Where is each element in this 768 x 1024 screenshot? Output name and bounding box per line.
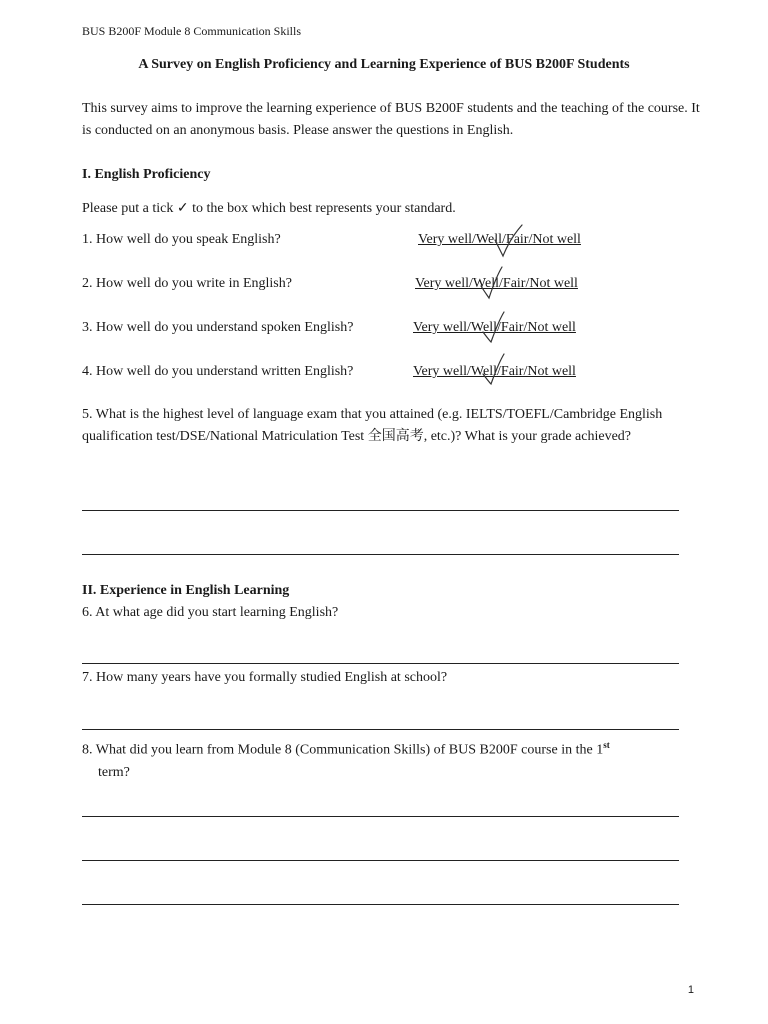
answer-line-q8-1[interactable] xyxy=(82,816,679,817)
question-8-superscript: st xyxy=(603,740,610,750)
handwritten-check-q2 xyxy=(478,262,508,302)
answer-line-q6[interactable] xyxy=(82,663,679,664)
section-heading-experience: II. Experience in English Learning xyxy=(82,583,290,598)
question-8-continuation: term? xyxy=(98,764,130,780)
question-2-options[interactable]: Very well/Well/Fair/Not well xyxy=(415,276,578,291)
intro-paragraph: This survey aims to improve the learning experience of BUS B200F students and the teaching of the course. It is conducted on an anonymous basis. Please answer the questions in English. xyxy=(82,101,700,138)
question-8 xyxy=(82,734,692,784)
answer-line-q8-3[interactable] xyxy=(82,904,679,905)
question-7: 7. How many years have you formally studied English at school? xyxy=(82,670,448,685)
answer-line-q5-1[interactable] xyxy=(82,510,679,511)
question-4-options[interactable]: Very well/Well/Fair/Not well xyxy=(413,364,576,379)
question-1-options[interactable]: Very well/Well/Fair/Not well xyxy=(418,232,581,247)
question-3: 3. How well do you understand spoken English? xyxy=(82,320,354,335)
survey-title: A Survey on English Proficiency and Learning Experience of BUS B200F Students xyxy=(138,57,630,72)
handwritten-check-q1 xyxy=(490,222,526,262)
tick-instruction xyxy=(82,200,456,217)
section-heading-proficiency: I. English Proficiency xyxy=(82,167,211,182)
instruction-text-before: Please put a tick xyxy=(82,201,174,216)
instruction-text-after: to the box which best represents your standard. xyxy=(192,201,456,216)
handwritten-check-q4 xyxy=(480,348,510,388)
question-6: 6. At what age did you start learning English? xyxy=(82,605,339,620)
page-number: 1 xyxy=(687,984,694,996)
question-8-text: 8. What did you learn from Module 8 (Communication Skills) of BUS B200F course in the 1 xyxy=(82,742,604,758)
running-header: BUS B200F Module 8 Communication Skills xyxy=(82,24,302,38)
answer-line-q7[interactable] xyxy=(82,729,679,730)
answer-line-q5-2[interactable] xyxy=(82,554,679,555)
tick-icon: ✓ xyxy=(176,201,189,216)
question-5: 5. What is the highest level of language exam that you attained (e.g. IELTS/TOEFL/Cambridge English qualification test/DSE/National Matriculation Test 全国高考, etc.)? What is your grade achieved? xyxy=(82,407,663,444)
question-1: 1. How well do you speak English? xyxy=(82,232,281,247)
handwritten-check-q3 xyxy=(480,306,510,346)
question-2: 2. How well do you write in English? xyxy=(82,276,292,291)
question-3-options[interactable]: Very well/Well/Fair/Not well xyxy=(413,320,576,335)
answer-line-q8-2[interactable] xyxy=(82,860,679,861)
question-4: 4. How well do you understand written English? xyxy=(82,364,354,379)
